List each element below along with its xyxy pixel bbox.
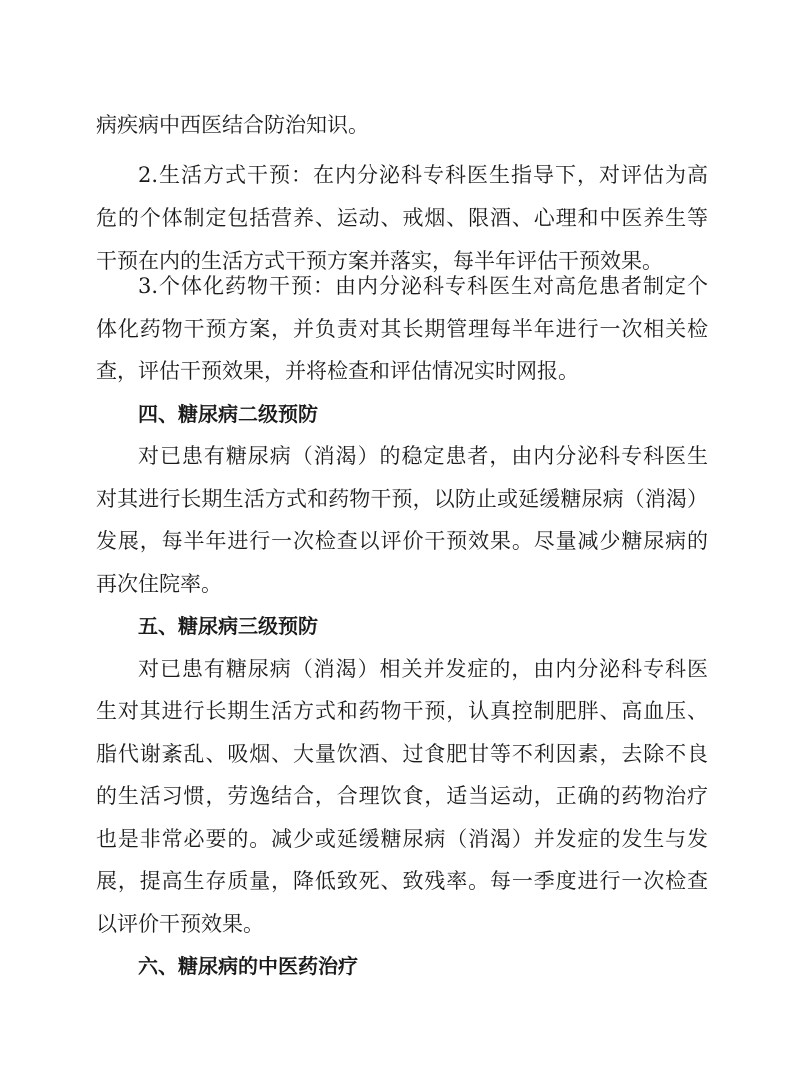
paragraph-line: 3.个体化药物干预：由内分泌科专科医生对高危患者制定个 [138,274,708,298]
paragraph-line: 的生活习惯，劳逸结合，合理饮食，适当运动，正确的药物治疗 [96,784,708,808]
paragraph-line: 干预在内的生活方式干预方案并落实，每半年评估干预效果。 [96,249,663,273]
paragraph-line: 危的个体制定包括营养、运动、戒烟、限酒、心理和中医养生等 [96,206,708,230]
section-heading: 五、糖尿病三级预防 [138,614,318,638]
paragraph-line: 脂代谢紊乱、吸烟、大量饮酒、过食肥甘等不利因素，去除不良 [96,742,708,766]
paragraph-line: 体化药物干预方案，并负责对其长期管理每半年进行一次相关检 [96,317,708,341]
paragraph-line: 对其进行长期生活方式和药物干预，以防止或延缓糖尿病（消渴） [96,487,708,511]
paragraph-line: 病疾病中西医结合防治知识。 [96,113,369,137]
section-heading: 四、糖尿病二级预防 [138,402,318,426]
paragraph-line: 2.生活方式干预：在内分泌科专科医生指导下，对评估为高 [138,163,708,187]
section-heading: 六、糖尿病的中医药治疗 [138,954,358,978]
paragraph-line: 展，提高生存质量，降低致死、致残率。每一季度进行一次检查 [96,869,708,893]
paragraph-line: 生对其进行长期生活方式和药物干预，认真控制肥胖、高血压、 [96,699,708,723]
paragraph-line: 发展，每半年进行一次检查以评价干预效果。尽量减少糖尿病的 [96,529,708,553]
paragraph-line: 以评价干预效果。 [96,912,264,936]
paragraph-line: 也是非常必要的。减少或延缓糖尿病（消渴）并发症的发生与发 [96,827,708,851]
paragraph-line: 对已患有糖尿病（消渴）的稳定患者，由内分泌科专科医生 [138,444,708,468]
paragraph-line: 对已患有糖尿病（消渴）相关并发症的，由内分泌科专科医 [138,657,708,681]
paragraph-line: 查，评估干预效果，并将检查和评估情况实时网报。 [96,359,579,383]
paragraph-line: 再次住院率。 [96,572,222,596]
